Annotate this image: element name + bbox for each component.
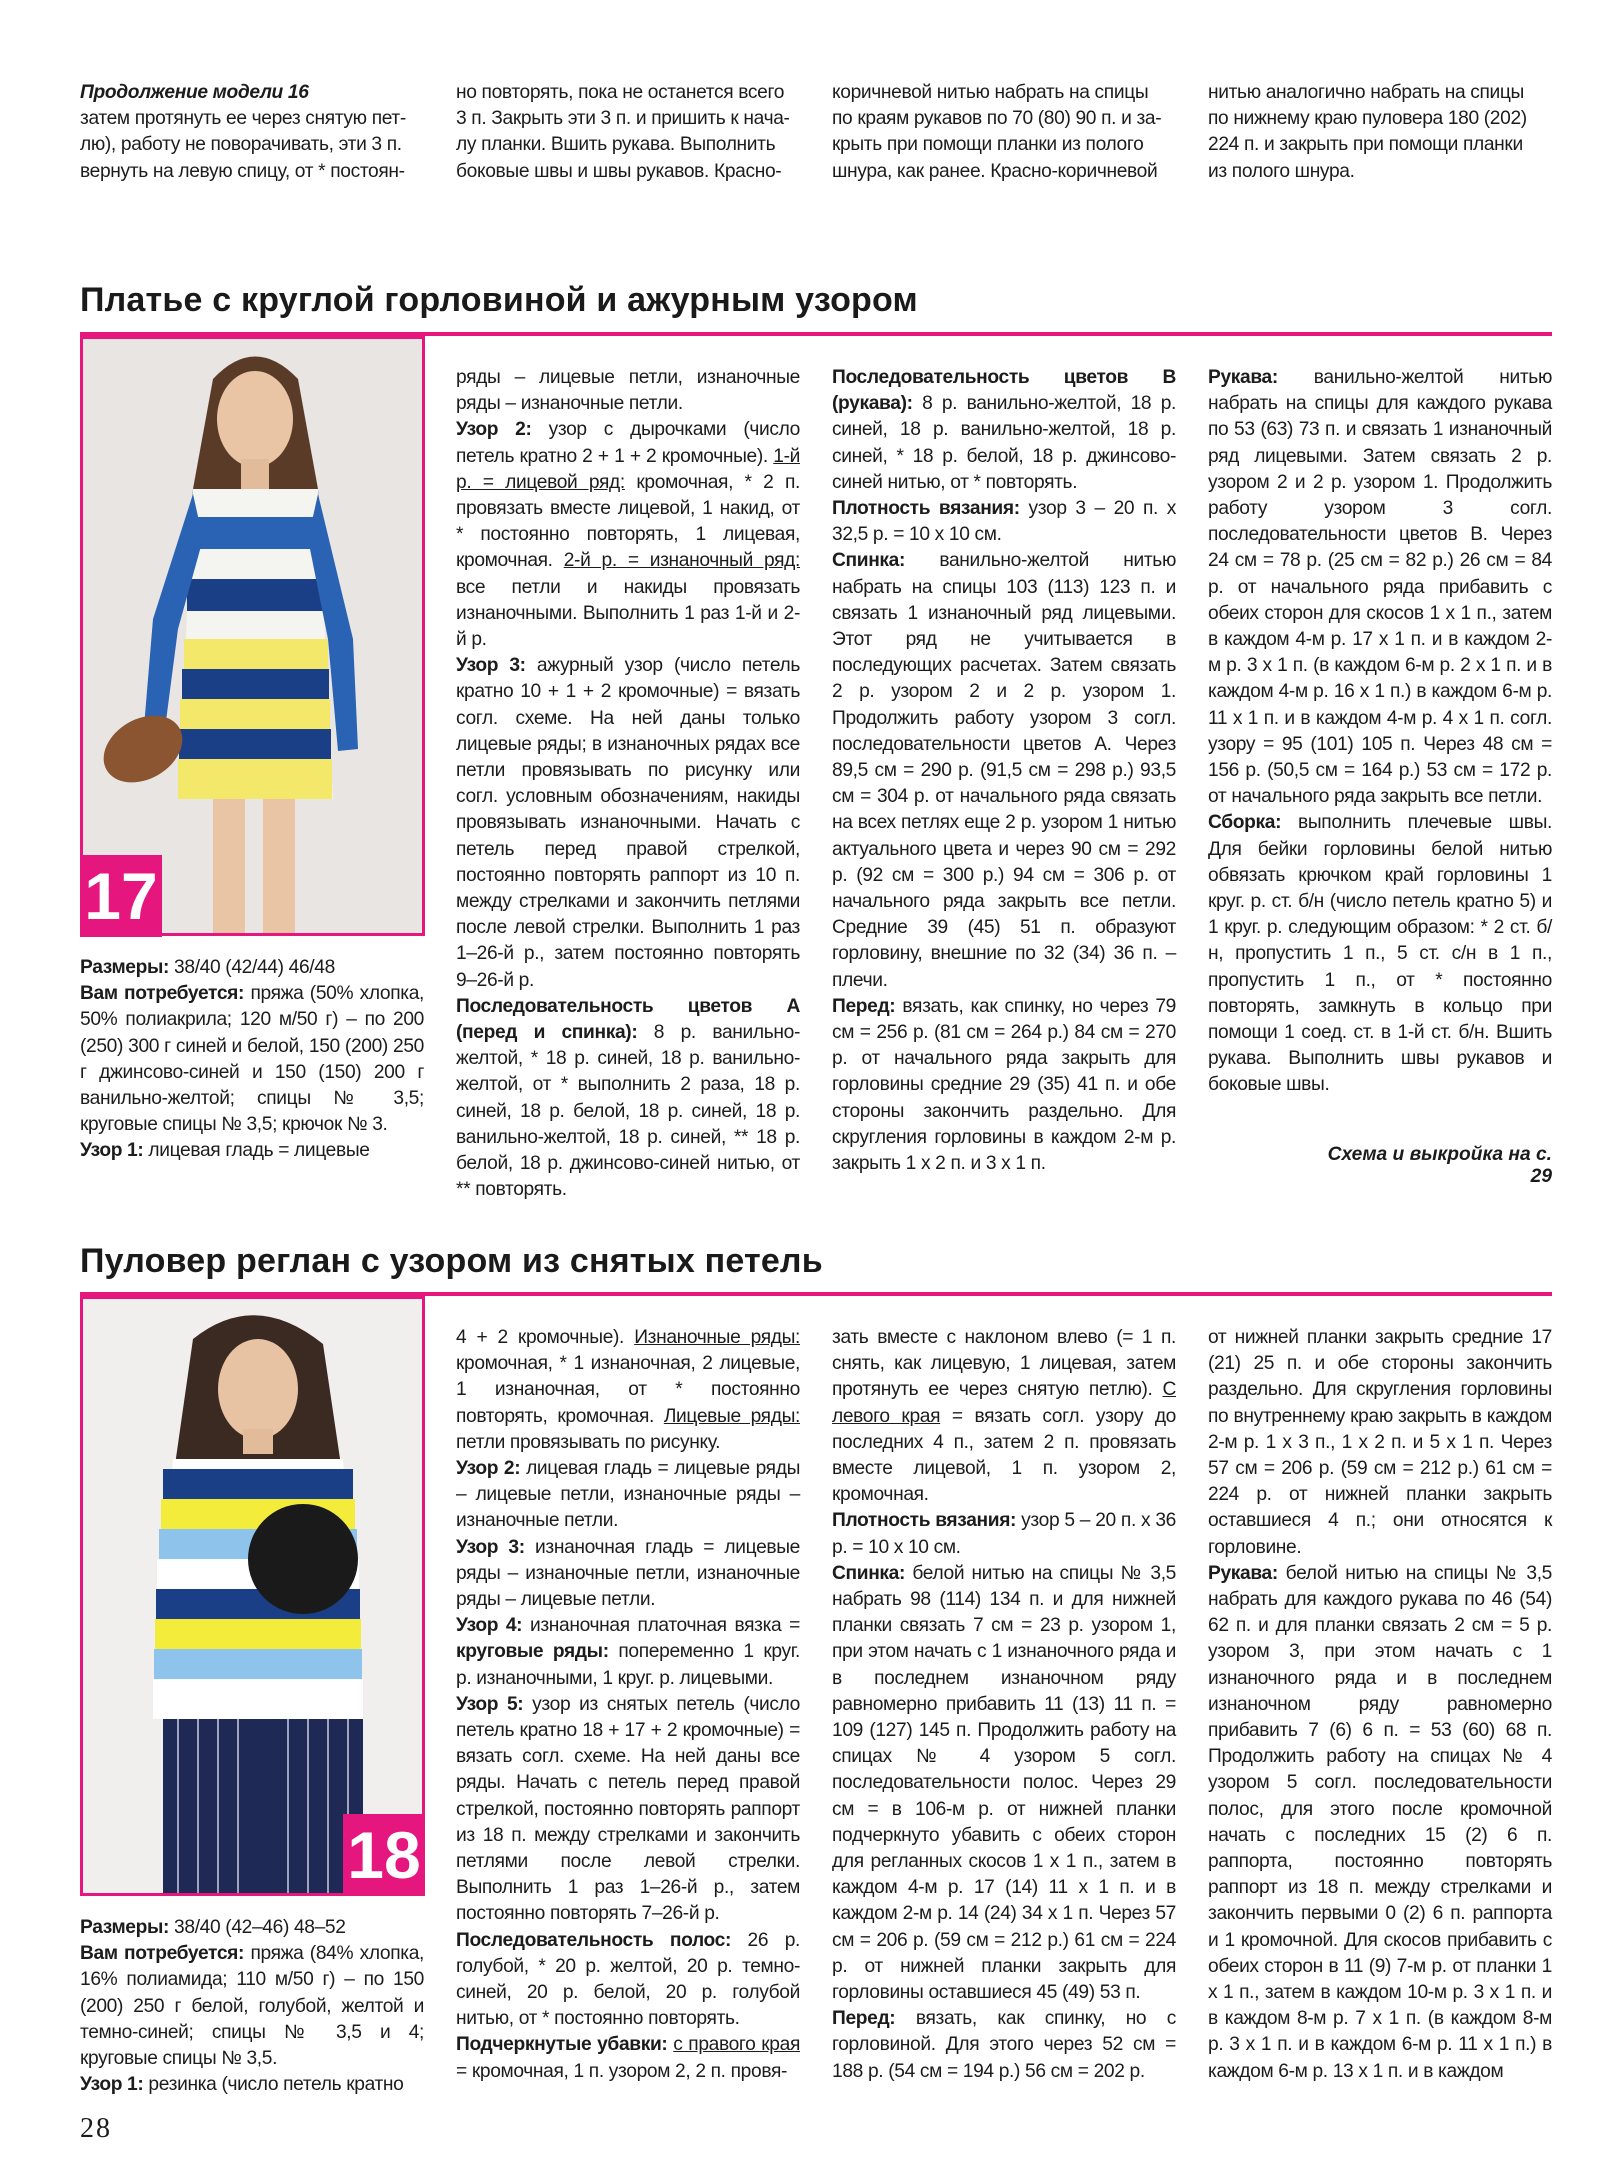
- paragraph-text: изнаночная платочная вязка =: [522, 1615, 800, 1637]
- paragraph-text: вязать, как спинку, но с горловиной. Для этого через 52 см = 188 р. (54 см = 194 р.) 56 см = 202 р.: [832, 2008, 1176, 2082]
- text-paragraph: [1208, 810, 1552, 1098]
- underlined-term: 2-й р. = изнаночный ряд:: [563, 550, 800, 572]
- paragraph-heading: круговые ряды:: [456, 1641, 609, 1663]
- paragraph-text: ряды – лицевые петли, изнаночные ряды – изнаночные петли.: [456, 367, 800, 415]
- paragraph-text: изнаночная гладь = лицевые ряды – изнаночные петли, изнаночные ряды – лицевые петли.: [456, 1536, 800, 1611]
- continuation-col-4: [1208, 80, 1552, 185]
- paragraph-heading: Рукава:: [1208, 1562, 1278, 1584]
- text-paragraph: [456, 1613, 800, 1692]
- paragraph-heading: Узор 2:: [456, 419, 532, 441]
- pattern-1-label: Узор 1:: [80, 2074, 144, 2096]
- underlined-term: с правого края: [673, 2034, 800, 2056]
- paragraph-heading: Последовательность цветов А (перед и спинка):: [456, 995, 800, 1044]
- sizes-label: Размеры:: [80, 957, 170, 978]
- paragraph-text: от нижней планки закрыть средние 17 (21) 25 п. и обе стороны закончить раздельно. Для скругления горловины по внутреннему краю закрыть в каждом 2-м р. 1 x 3 п., 1 x 2 п. и 5 x 1 п. Через 57 см = 206 р. (59 см = 212 р.) 61 см = 224 р. от нижней планки закрыть оставшиеся 4 п.; они относятся к горловине.: [1208, 1327, 1552, 1558]
- text-paragraph: [456, 1325, 800, 1456]
- paragraph-heading: Плотность вязания:: [832, 1510, 1017, 1532]
- text-paragraph: [832, 496, 1176, 548]
- model-18-number-badge: 18: [343, 1814, 425, 1896]
- continuation-col-2-line: боковые швы и швы рукавов. Красно-: [456, 160, 782, 182]
- paragraph-heading: Подчеркнутые убавки:: [456, 2034, 668, 2056]
- materials-text: пряжа (50% хлопка, 50% полиакрила; 120 м/50 г) – по 200 (250) 300 г синей и белой, 150 (200) 250 г джинсово-синей и 150 (150) 200 г ванильно-желтой; спицы № 3,5; круговые спицы № 3,5; крючок № 3.: [80, 983, 425, 1136]
- underlined-term: С левого края: [832, 1379, 1176, 1427]
- materials-text: пряжа (84% хлопка, 16% полиамида; 110 м/50 г) – по 150 (200) 250 г белой, голубой, желтой и темно-синей; спицы № 3,5 и 4; круговые спицы № 3,5.: [80, 1943, 425, 2070]
- model-17-col-2: [456, 365, 800, 1204]
- continuation-col-3-line: крыть при помощи планки из полого: [832, 134, 1144, 156]
- paragraph-text: все петли и накиды провязать изнаночными. Выполнить 1 раз 1-й и 2-й р.: [456, 576, 800, 651]
- paragraph-heading: Спинка:: [832, 1562, 906, 1584]
- materials-label: Вам потребуется:: [80, 1943, 245, 1965]
- continuation-col-3-line: шнура, как ранее. Красно-коричневой: [832, 160, 1158, 182]
- materials-paragraph: [80, 1941, 424, 2072]
- paragraph-text: кромочная, * 1 изнаночная, 2 лицевые, 1 изнаночная, от * постоянно повторять, кромочная.: [456, 1353, 800, 1427]
- text-paragraph: [832, 1508, 1176, 1560]
- paragraph-text: петли провязывать по рисунку.: [456, 1431, 721, 1453]
- text-paragraph: [1208, 1325, 1552, 1561]
- paragraph-text: ванильно-желтой нитью набрать на спицы 103 (113) 123 п. и связать 1 изнаночный ряд лицевыми. Этот ряд не учитывается в последующих расчетах. Затем связать 2 р. узором 2 и 2 р. узором 1. Продолжить работу узором 3 согл. последовательности цветов А. Через 89,5 см = 290 р. (91,5 см = 298 р.) 93,5 см = 304 р. от начального ряда связать на всех петлях еще 2 р. узором 1 нитью актуального цвета и через 90 см = 292 р. (92 см = 300 р.) 94 см = 306 р. от начального ряда закрыть все петли. Средние 39 (45) 51 п. образуют горловину, внешние по 32 (34) 36 п. – плечи.: [832, 550, 1176, 991]
- sizes-paragraph: [80, 955, 424, 981]
- text-paragraph: [832, 365, 1176, 496]
- continuation-col-4-line: из полого шнура.: [1208, 160, 1355, 182]
- paragraph-text: ванильно-желтой нитью набрать на спицы для каждого рукава по 53 (63) 73 п. и связать 1 изнаночный ряд лицевыми. Затем связать 2 р. узором 2 и 2 р. узором 1. Продолжить работу узором 3 согл. последовательности цветов В. Через 24 см = 78 р. (25 см = 82 р.) 26 см = 84 р. от начального ряда прибавить с обеих сторон для скосов 1 x 1 п., затем в каждом 4-м р. 17 x 1 п. и в каждом 2-м р. 3 x 1 п. (в каждом 6-м р. 2 x 1 п. и в каждом 4-м р. 16 x 1 п.) в каждом 6-м р. 11 x 1 п. и в каждом 4-м р. 4 x 1 п. согл. узору = 95 (101) 105 п. Через 48 см = 156 р. (50,5 см = 164 р.) 53 см = 172 р. от начального ряда закрыть все петли.: [1208, 367, 1552, 808]
- model-17-col-4: [1208, 365, 1552, 1099]
- sizes-paragraph: [80, 1915, 424, 1941]
- model-18-photo: [80, 1296, 425, 1896]
- text-paragraph: [456, 1692, 800, 1928]
- continuation-col-1-line: вернуть на левую спицу, от * постоян-: [80, 160, 405, 182]
- paragraph-text: 8 р. ванильно-желтой, 18 р. синей, 18 р. ванильно-желтой, 18 р. синей, * 18 р. белой, 18 р. джинсово-синей нитью, от * повторять.: [832, 393, 1176, 493]
- paragraph-text: лицевая гладь = лицевые ряды – лицевые петли, изнаночные ряды – изнаночные петли.: [456, 1458, 801, 1532]
- pattern-1-paragraph: [80, 2072, 424, 2098]
- sizes-text: 38/40 (42/44) 46/48: [169, 957, 335, 978]
- paragraph-heading: Перед:: [832, 995, 896, 1017]
- text-paragraph: [456, 365, 800, 417]
- continuation-col-2: [456, 80, 800, 185]
- paragraph-text: вязать, как спинку, но через 79 см = 256 р. (81 см = 264 р.) 84 см = 270 р. от начального ряда закрыть для горловины средние 29 (35) 41 п. и обе стороны закончить раздельно. Для скругления горловины в каждом 2-м р. закрыть 1 x 2 п. и 3 x 1 п.: [832, 995, 1176, 1175]
- text-paragraph: [832, 2006, 1176, 2085]
- pattern-1-text: резинка (число петель кратно: [143, 2074, 404, 2096]
- model-17-number-badge: 17: [80, 855, 162, 937]
- text-paragraph: [456, 1535, 800, 1614]
- text-paragraph: [832, 1561, 1176, 2006]
- model-18-col-4: [1208, 1325, 1552, 2085]
- pattern-1-label: Узор 1:: [80, 1140, 144, 1162]
- paragraph-text: узор 3 – 20 п. x 32,5 р. = 10 x 10 см.: [832, 498, 1176, 546]
- model-18-title: Пуловер реглан с узором из снятых петель: [80, 1242, 823, 1280]
- text-paragraph: [456, 1456, 800, 1535]
- continuation-col-3: [832, 80, 1176, 185]
- paragraph-heading: Последовательность полос:: [456, 1929, 732, 1951]
- paragraph-heading: Сборка:: [1208, 812, 1282, 834]
- paragraph-text: зать вместе с наклоном влево (= 1 п. снять, как лицевую, 1 лицевая, затем протянуть ее через снятую петлю).: [832, 1327, 1176, 1401]
- page-number: 28: [80, 2113, 112, 2144]
- continuation-col-4-line: 224 п. и закрыть при помощи планки: [1208, 134, 1523, 156]
- model-17-col-3: [832, 365, 1176, 1177]
- paragraph-text: = кромочная, 1 п. узором 2, 2 п. провя-: [456, 2060, 788, 2082]
- paragraph-text: 8 р. ванильно-желтой, * 18 р. синей, 18 р. ванильно-желтой, от * выполнить 2 раза, 18 р. синей, 18 р. белой, 18 р. синей, 18 р. ванильно-желтой, 18 р. синей, ** 18 р. белой, 18 р. джинсово-синей нитью, от ** повторять.: [456, 1022, 800, 1201]
- text-paragraph: [1208, 365, 1552, 810]
- text-paragraph: [832, 1325, 1176, 1508]
- paragraph-heading: Узор 3:: [456, 655, 526, 677]
- paragraph-heading: Узор 2:: [456, 1458, 521, 1480]
- paragraph-heading: Узор 3:: [456, 1536, 525, 1558]
- continuation-col-1-line: затем протянуть ее через снятую пет-: [80, 108, 406, 130]
- model-18-col-3: [832, 1325, 1176, 2085]
- continuation-col-4-line: нитью аналогично набрать на спицы: [1208, 82, 1524, 103]
- model-18-col-2: [456, 1325, 800, 2085]
- text-paragraph: [456, 2032, 800, 2084]
- model-17-col-1: [80, 955, 424, 1165]
- model-17-title: Платье с круглой горловиной и ажурным узором: [80, 281, 918, 319]
- paragraph-heading: Перед:: [832, 2008, 896, 2030]
- model-18-photo-illustration: [83, 1299, 425, 1896]
- continuation-col-4-line: по нижнему краю пуловера 180 (202): [1208, 108, 1527, 130]
- continuation-col-3-line: по краям рукавов по 70 (80) 90 п. и за-: [832, 108, 1162, 130]
- paragraph-heading: Узор 5:: [456, 1693, 524, 1715]
- pattern-1-paragraph: [80, 1138, 424, 1164]
- continuation-col-2-line: но повторять, пока не останется всего: [456, 82, 785, 103]
- model-18-col-1: [80, 1915, 424, 2098]
- underlined-term: Лицевые ряды:: [663, 1405, 800, 1427]
- model-17-schema-reference: Схема и выкройка на с. 29: [1327, 1144, 1552, 1187]
- paragraph-text: кромочная, * 2 п. провязать вместе лицевой, 1 накид, от * постоянно повторять, 1 лицевая, кромочная.: [456, 471, 800, 572]
- paragraph-text: = вязать согл. узору до последних 4 п., затем 2 п. провязать вместе лицевой, 1 п. узором 2, кромочная.: [832, 1405, 1176, 1506]
- continuation-col-2-line: 3 п. Закрыть эти 3 п. и пришить к нача-: [456, 108, 790, 130]
- text-paragraph: [1208, 1561, 1552, 2085]
- continuation-col-2-line: лу планки. Вшить рукава. Выполнить: [456, 134, 776, 156]
- paragraph-heading: Спинка:: [832, 550, 906, 572]
- sizes-label: Размеры:: [80, 1917, 170, 1938]
- continuation-col-3-line: коричневой нитью набрать на спицы: [832, 82, 1149, 103]
- continuation-col-1: [80, 80, 424, 185]
- text-paragraph: [456, 1928, 800, 2033]
- sizes-text: 38/40 (42–46) 48–52: [169, 1917, 346, 1938]
- materials-label: Вам потребуется:: [80, 983, 245, 1005]
- paragraph-text: белой нитью на спицы № 3,5 набрать 98 (114) 134 п. и для нижней планки связать 7 см = 23 р. узором 1, при этом начать с 1 изнаночного ряда и в последнем изнаночном ряду равномерно прибавить 11 (13) 11 п. = 109 (127) 145 п. Продолжить работу на спицах № 4 узором 5 согл. последовательности полос. Через 29 см = в 106-м р. от нижней планки подчеркнуто убавить с обеих сторон для регланных скосов 1 x 1 п., затем в каждом 4-м р. 17 (14) 11 x 1 п. и в каждом 2-м р. 14 (24) 34 x 1 п. Через 57 см = 206 р. (59 см = 212 р.) 61 см = 224 р. от нижней планки закрыть для горловины оставшиеся 45 (49) 53 п.: [832, 1562, 1176, 2004]
- underlined-term: Изнаночные ряды:: [634, 1327, 801, 1348]
- paragraph-heading: Плотность вязания:: [832, 498, 1020, 520]
- continuation-text-1: [80, 106, 424, 185]
- paragraph-text: попеременно 1 круг. р. изнаночными, 1 круг. р. лицевыми.: [456, 1641, 800, 1689]
- paragraph-heading: Узор 4:: [456, 1615, 523, 1637]
- text-paragraph: [456, 994, 800, 1204]
- text-paragraph: [832, 548, 1176, 993]
- paragraph-text: узор с дырочками (число петель кратно 2 + 1 + 2 кромочные).: [456, 419, 800, 467]
- paragraph-heading: Рукава:: [1208, 367, 1278, 388]
- paragraph-text: 4 + 2 кромочные).: [456, 1327, 635, 1348]
- continuation-label: Продолжение модели 16: [80, 82, 309, 103]
- paragraph-text: ажурный узор (число петель кратно 10 + 1 + 2 кромочные) = вязать согл. схеме. На ней даны только лицевые ряды; в изнаночных рядах все петли провязывать по рисунку или согл. условным обозначениям, накиды провязывать изнаночными. Начать с петель перед правой стрелкой, постоянно повторять раппорт из 10 п. между стрелками и закончить петлями после левой стрелки. Выполнить 1 раз 1–26-й р., затем постоянно повторять 9–26-й р.: [456, 655, 800, 991]
- materials-paragraph: [80, 981, 424, 1138]
- underlined-term: 1-й р. = лицевой ряд:: [456, 445, 800, 493]
- paragraph-text: белой нитью на спицы № 3,5 набрать для каждого рукава по 46 (54) 62 п. и для планки связать 2 см = 5 р. узором 3, при этом начать с 1 изнаночного ряда и в последнем изнаночном ряду равномерно прибавить 7 (6) 6 п. = 53 (60) 68 п. Продолжить работу на спицах № 4 узором 5 согл. последовательности полос, для этого после кромочной начать с последних 15 (2) 6 п. раппорта, постоянно повторять раппорт из 18 п. между стрелками и закончить первыми 0 (2) 6 п. раппорта и 1 кромочной. Для скосов прибавить с обеих сторон в 11 (9) 7-м р. от планки 1 x 1 п., затем в каждом 10-м р. 3 x 1 п. и в каждом 8-м р. 7 x 1 п. (в каждом 8-м р. 3 x 1 п. и в каждом 6-м р. 11 x 1 п.) в каждом 6-м р. 13 x 1 п. и в каждом: [1208, 1562, 1552, 2082]
- pattern-1-text: лицевая гладь = лицевые: [143, 1140, 370, 1162]
- paragraph-heading: Последовательность цветов В (рукава):: [832, 367, 1176, 415]
- model-17-photo-illustration: [83, 339, 425, 936]
- text-paragraph: [832, 994, 1176, 1177]
- paragraph-text: узор 5 – 20 п. x 36 р. = 10 x 10 см.: [832, 1510, 1176, 1558]
- model-17-photo: [80, 336, 425, 936]
- continuation-col-1-line: лю), работу не поворачивать, эти 3 п.: [80, 134, 402, 156]
- text-paragraph: [456, 417, 800, 653]
- paragraph-text: узор из снятых петель (число петель кратно 18 + 17 + 2 кромочные) = вязать согл. схеме. На ней даны все ряды. Начать с петель перед правой стрелкой, постоянно повторять раппорт из 18 п. между стрелками и закончить петлями после левой стрелки. Выполнить 1 раз 1–26-й р., затем постоянно повторять 7–26-й р.: [456, 1693, 801, 1925]
- paragraph-text: 26 р. голубой, * 20 р. желтой, 20 р. темно-синей, 20 р. белой, 20 р. голубой нитью, от * постоянно повторять.: [456, 1929, 800, 2030]
- text-paragraph: [456, 653, 800, 994]
- paragraph-text: выполнить плечевые швы. Для бейки горловины белой нитью обвязать крючком край горловины 1 круг. р. ст. б/н (число петель кратно 5) и 1 круг. р. следующим образом: * 2 ст. б/н, пропустить 1 п., 5 ст. с/н в 1 п., пропустить 1 п., от * постоянно повторять, замкнуть в кольцо при помощи 1 соед. ст. в 1-й ст. б/н. Вшить рукава. Выполнить швы рукавов и боковые швы.: [1208, 812, 1552, 1096]
